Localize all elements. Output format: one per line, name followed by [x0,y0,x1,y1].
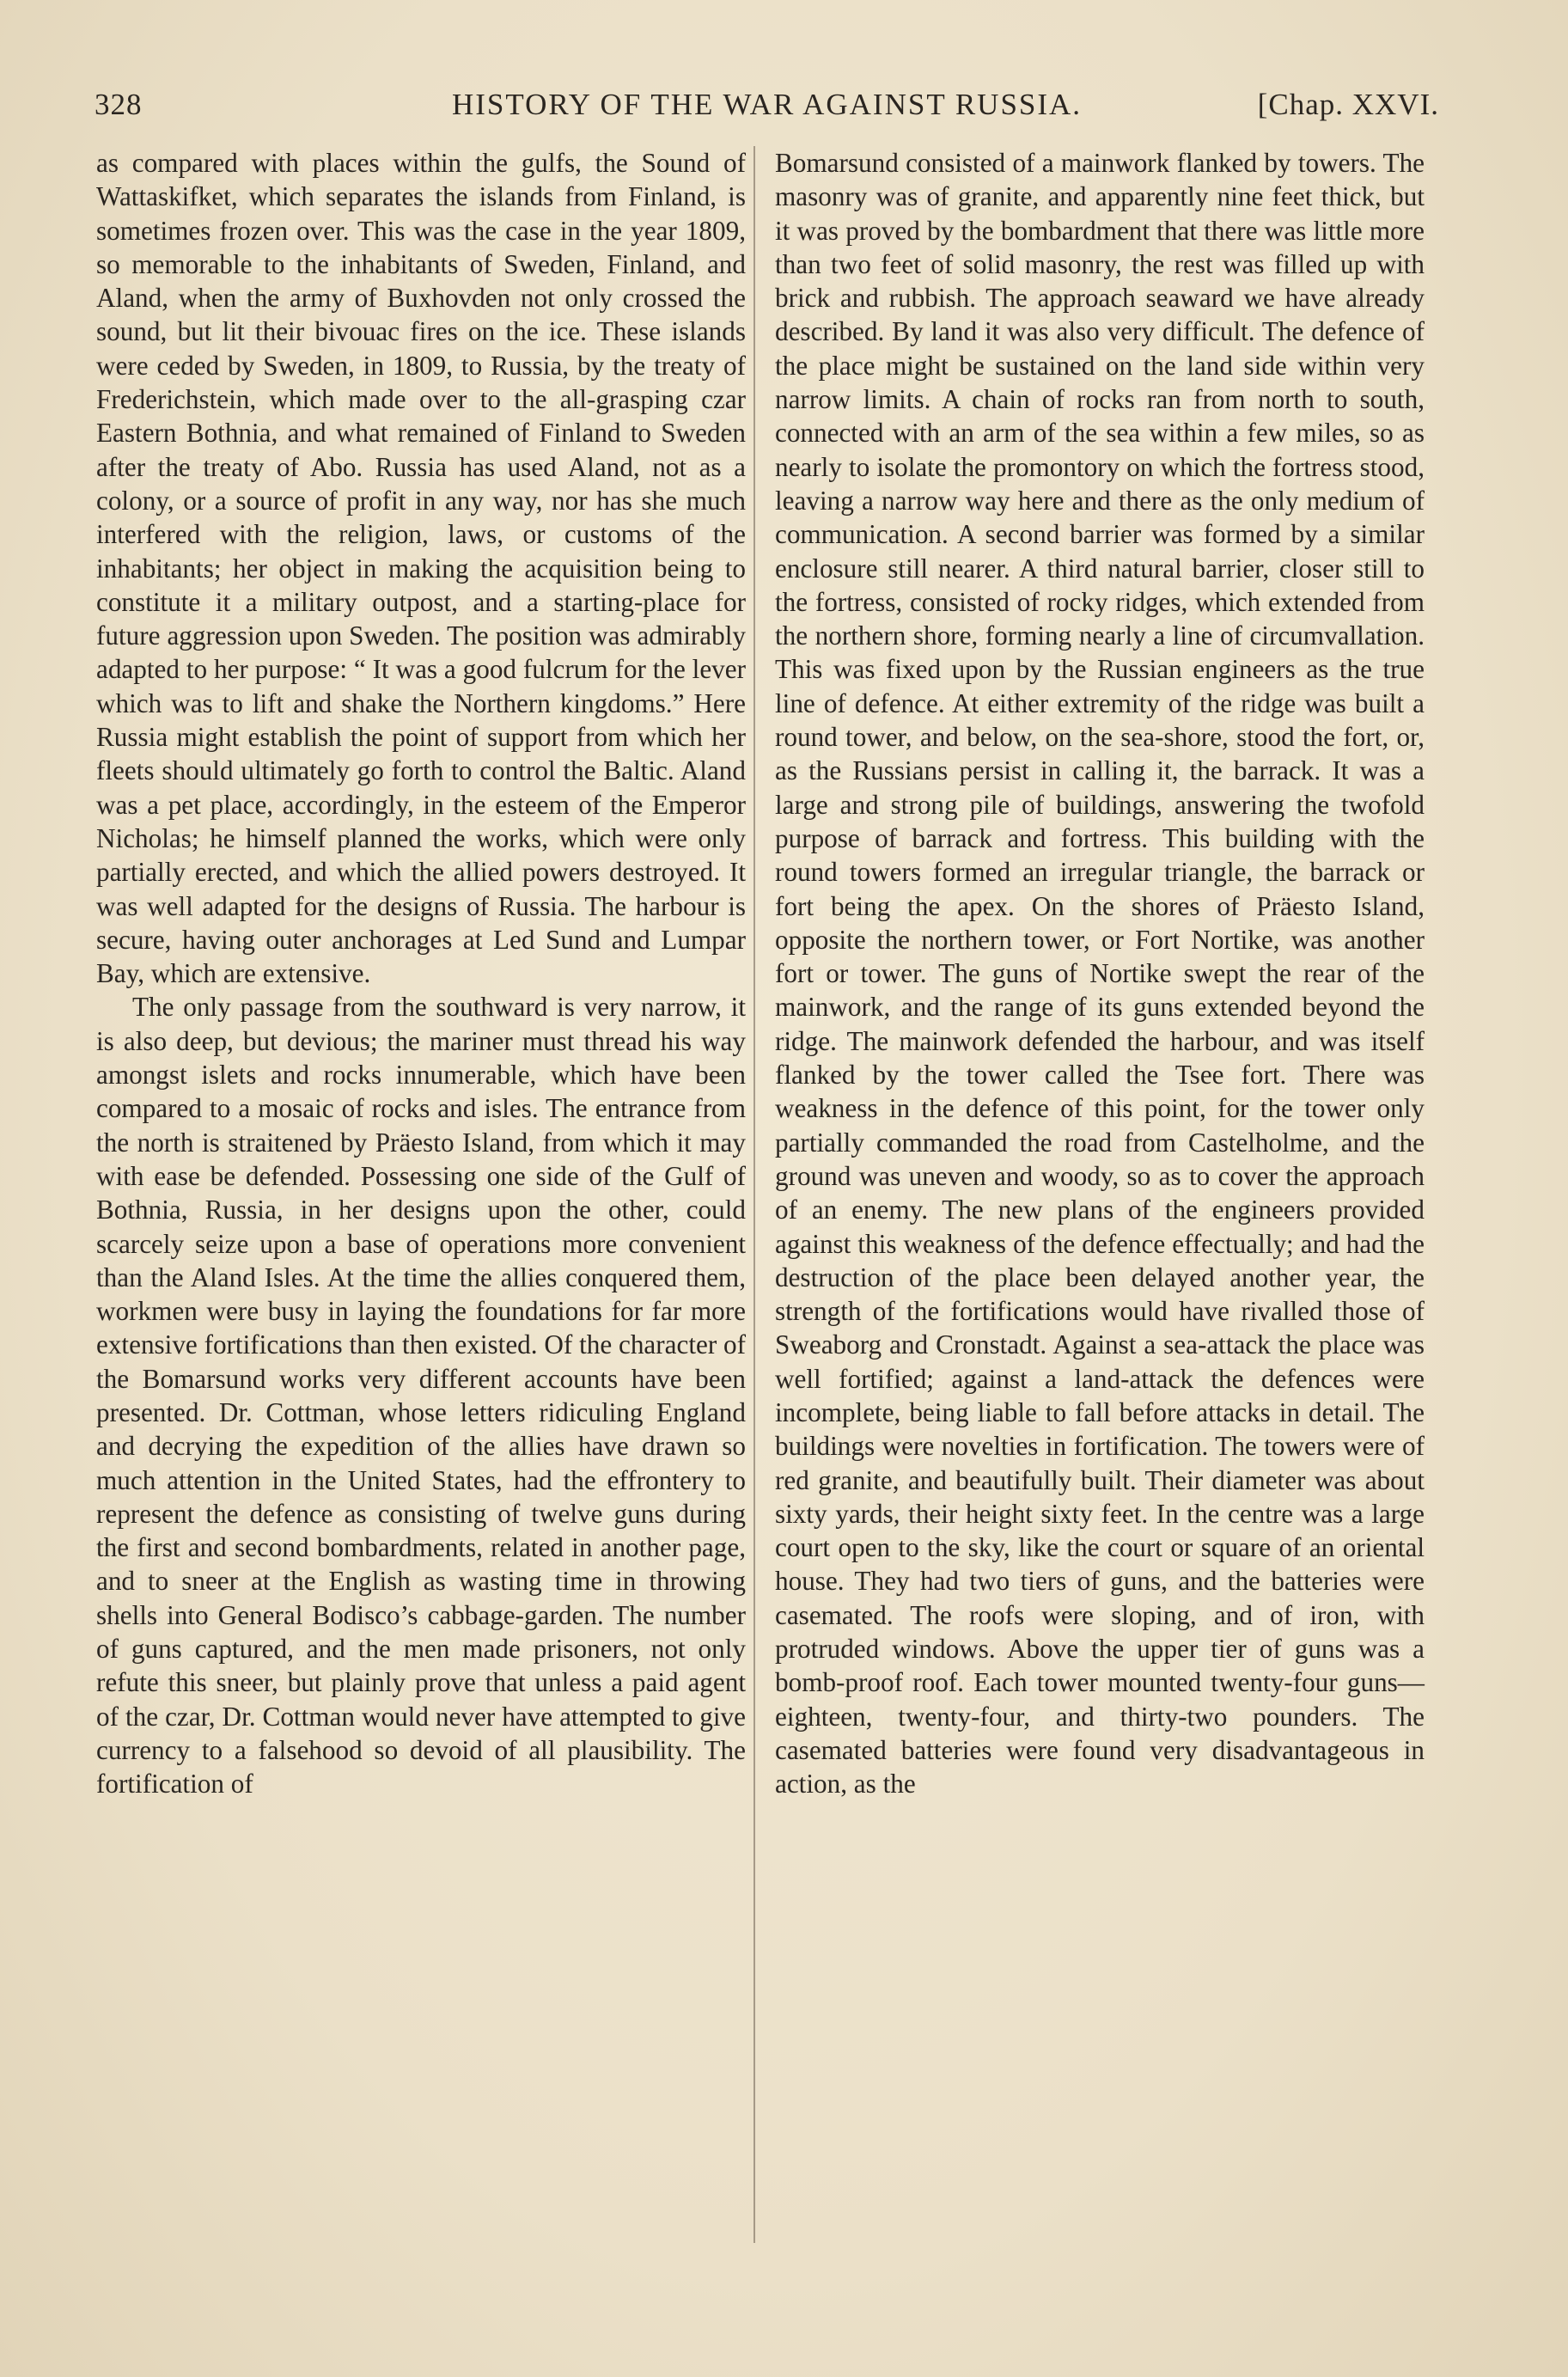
column-divider [753,146,755,2243]
left-column [96,146,746,1801]
running-header [95,82,1439,125]
chapter-label: [Chap. XXVI. [1257,88,1439,121]
running-title: HISTORY OF THE WAR AGAINST RUSSIA. [451,88,1083,121]
left-paragraph-2: The only passage from the southward is very narrow, it is also deep, but devious; the mariner must thread his way amongst islets and rocks innumerable, which have been compared to a mosaic of rocks and isles. The entrance from the north is straitened by Präesto Island, from which it may with ease be defended. Possessing one side of the Gulf of Bothnia, Russia, in her designs upon the other, could scarcely seize upon a base of operations more convenient than the Aland Isles. At the time the allies conquered them, workmen were busy in laying the foundations for far more extensive fortifications than then existed. Of the character of the Bomarsund works very different accounts have been presented. Dr. Cottman, whose letters ridiculing England and decrying the expedition of the allies have drawn so much attention in the United States, had the effrontery to represent the defence as consisting of twelve guns during the first and second bombardments, related in another page, and to sneer at the English as wasting time in throwing shells into General Bodisco’s cabbage-garden. The number of guns captured, and the men made prisoners, not only refute this sneer, but plainly prove that unless a paid agent of the czar, Dr. Cottman would never have attempted to give currency to a falsehood so devoid of all plausibility. The fortification of [96,992,746,1800]
left-paragraph-1: as compared with places within the gulfs, the Sound of Wattaskifket, which separates the islands from Finland, is sometimes frozen over. This was the case in the year 1809, so memorable to the inhabitants of Sweden, Finland, and Aland, when the army of Buxhovden not only crossed the sound, but lit their bivouac fires on the ice. These islands were ceded by Sweden, in 1809, to Russia, by the treaty of Frederichstein, which made over to the all-grasping czar Eastern Bothnia, and what remained of Finland to Sweden after the treaty of Abo. Russia has used Aland, not as a colony, or a source of profit in any way, nor has she much interfered with the religion, laws, or customs of the inhabitants; her object in making the acquisition being to constitute it a military outpost, and a starting-place for future aggression upon Sweden. The position was admirably adapted to her purpose: “ It was a good fulcrum for the lever which was to lift and shake the Northern kingdoms.” Here Russia might establish the point of support from which her fleets should ultimately go forth to control the Baltic. Aland was a pet place, accordingly, in the esteem of the Emperor Nicholas; he himself planned the works, which were only partially erected, and which the allied powers destroyed. It was well adapted for the designs of Russia. The harbour is secure, having outer anchorages at Led Sund and Lumpar Bay, which are extensive. [96,148,746,989]
right-column [775,146,1425,1801]
right-paragraph-1: Bomarsund consisted of a mainwork flanked by towers. The masonry was of granite, and apparently nine feet thick, but it was proved by the bombardment that there was little more than two feet of solid masonry, the rest was filled up with brick and rubbish. The approach seaward we have already described. By land it was also very difficult. The defence of the place might be sustained on the land side within very narrow limits. A chain of rocks ran from north to south, connected with an arm of the sea within a few miles, so as nearly to isolate the promontory on which the fortress stood, leaving a narrow way here and there as the only medium of communication. A second barrier was formed by a similar enclosure still nearer. A third natural barrier, closer still to the fortress, consisted of rocky ridges, which extended from the northern shore, forming nearly a line of circumvallation. This was fixed upon by the Russian engineers as the true line of defence. At either extremity of the ridge was built a round tower, and below, on the sea-shore, stood the fort, or, as the Russians persist in calling it, the barrack. It was a large and strong pile of buildings, answering the twofold purpose of barrack and fortress. This building with the round towers formed an irregular triangle, the barrack or fort being the apex. On the shores of Präesto Island, opposite the northern tower, or Fort Nortike, was another fort or tower. The guns of Nortike swept the rear of the mainwork, and the range of its guns extended beyond the ridge. The mainwork defended the harbour, and was itself flanked by the tower called the Tsee fort. There was weakness in the defence of this point, for the tower only partially commanded the road from Castelholme, and the ground was uneven and woody, so as to cover the approach of an enemy. The new plans of the engineers provided against this weakness of the defence effectually; and had the destruction of the place been delayed another year, the strength of the fortifications would have rivalled those of Sweaborg and Cronstadt. Against a sea-attack the place was well fortified; against a land-attack the defences were incomplete, being liable to fall before attacks in detail. The buildings were novelties in fortification. The towers were of red granite, and beautifully built. Their diameter was about sixty yards, their height sixty feet. In the centre was a large court open to the sky, like the court or square of an oriental house. They had two tiers of guns, and the batteries were casemated. The roofs were sloping, and of iron, with protruded windows. Above the upper tier of guns was a bomb-proof roof. Each tower mounted twenty-four guns—eighteen, twenty-four, and thirty-two pounders. The casemated batteries were found very disadvantageous in action, as the [775,148,1425,1800]
page-number: 328 [95,88,143,121]
